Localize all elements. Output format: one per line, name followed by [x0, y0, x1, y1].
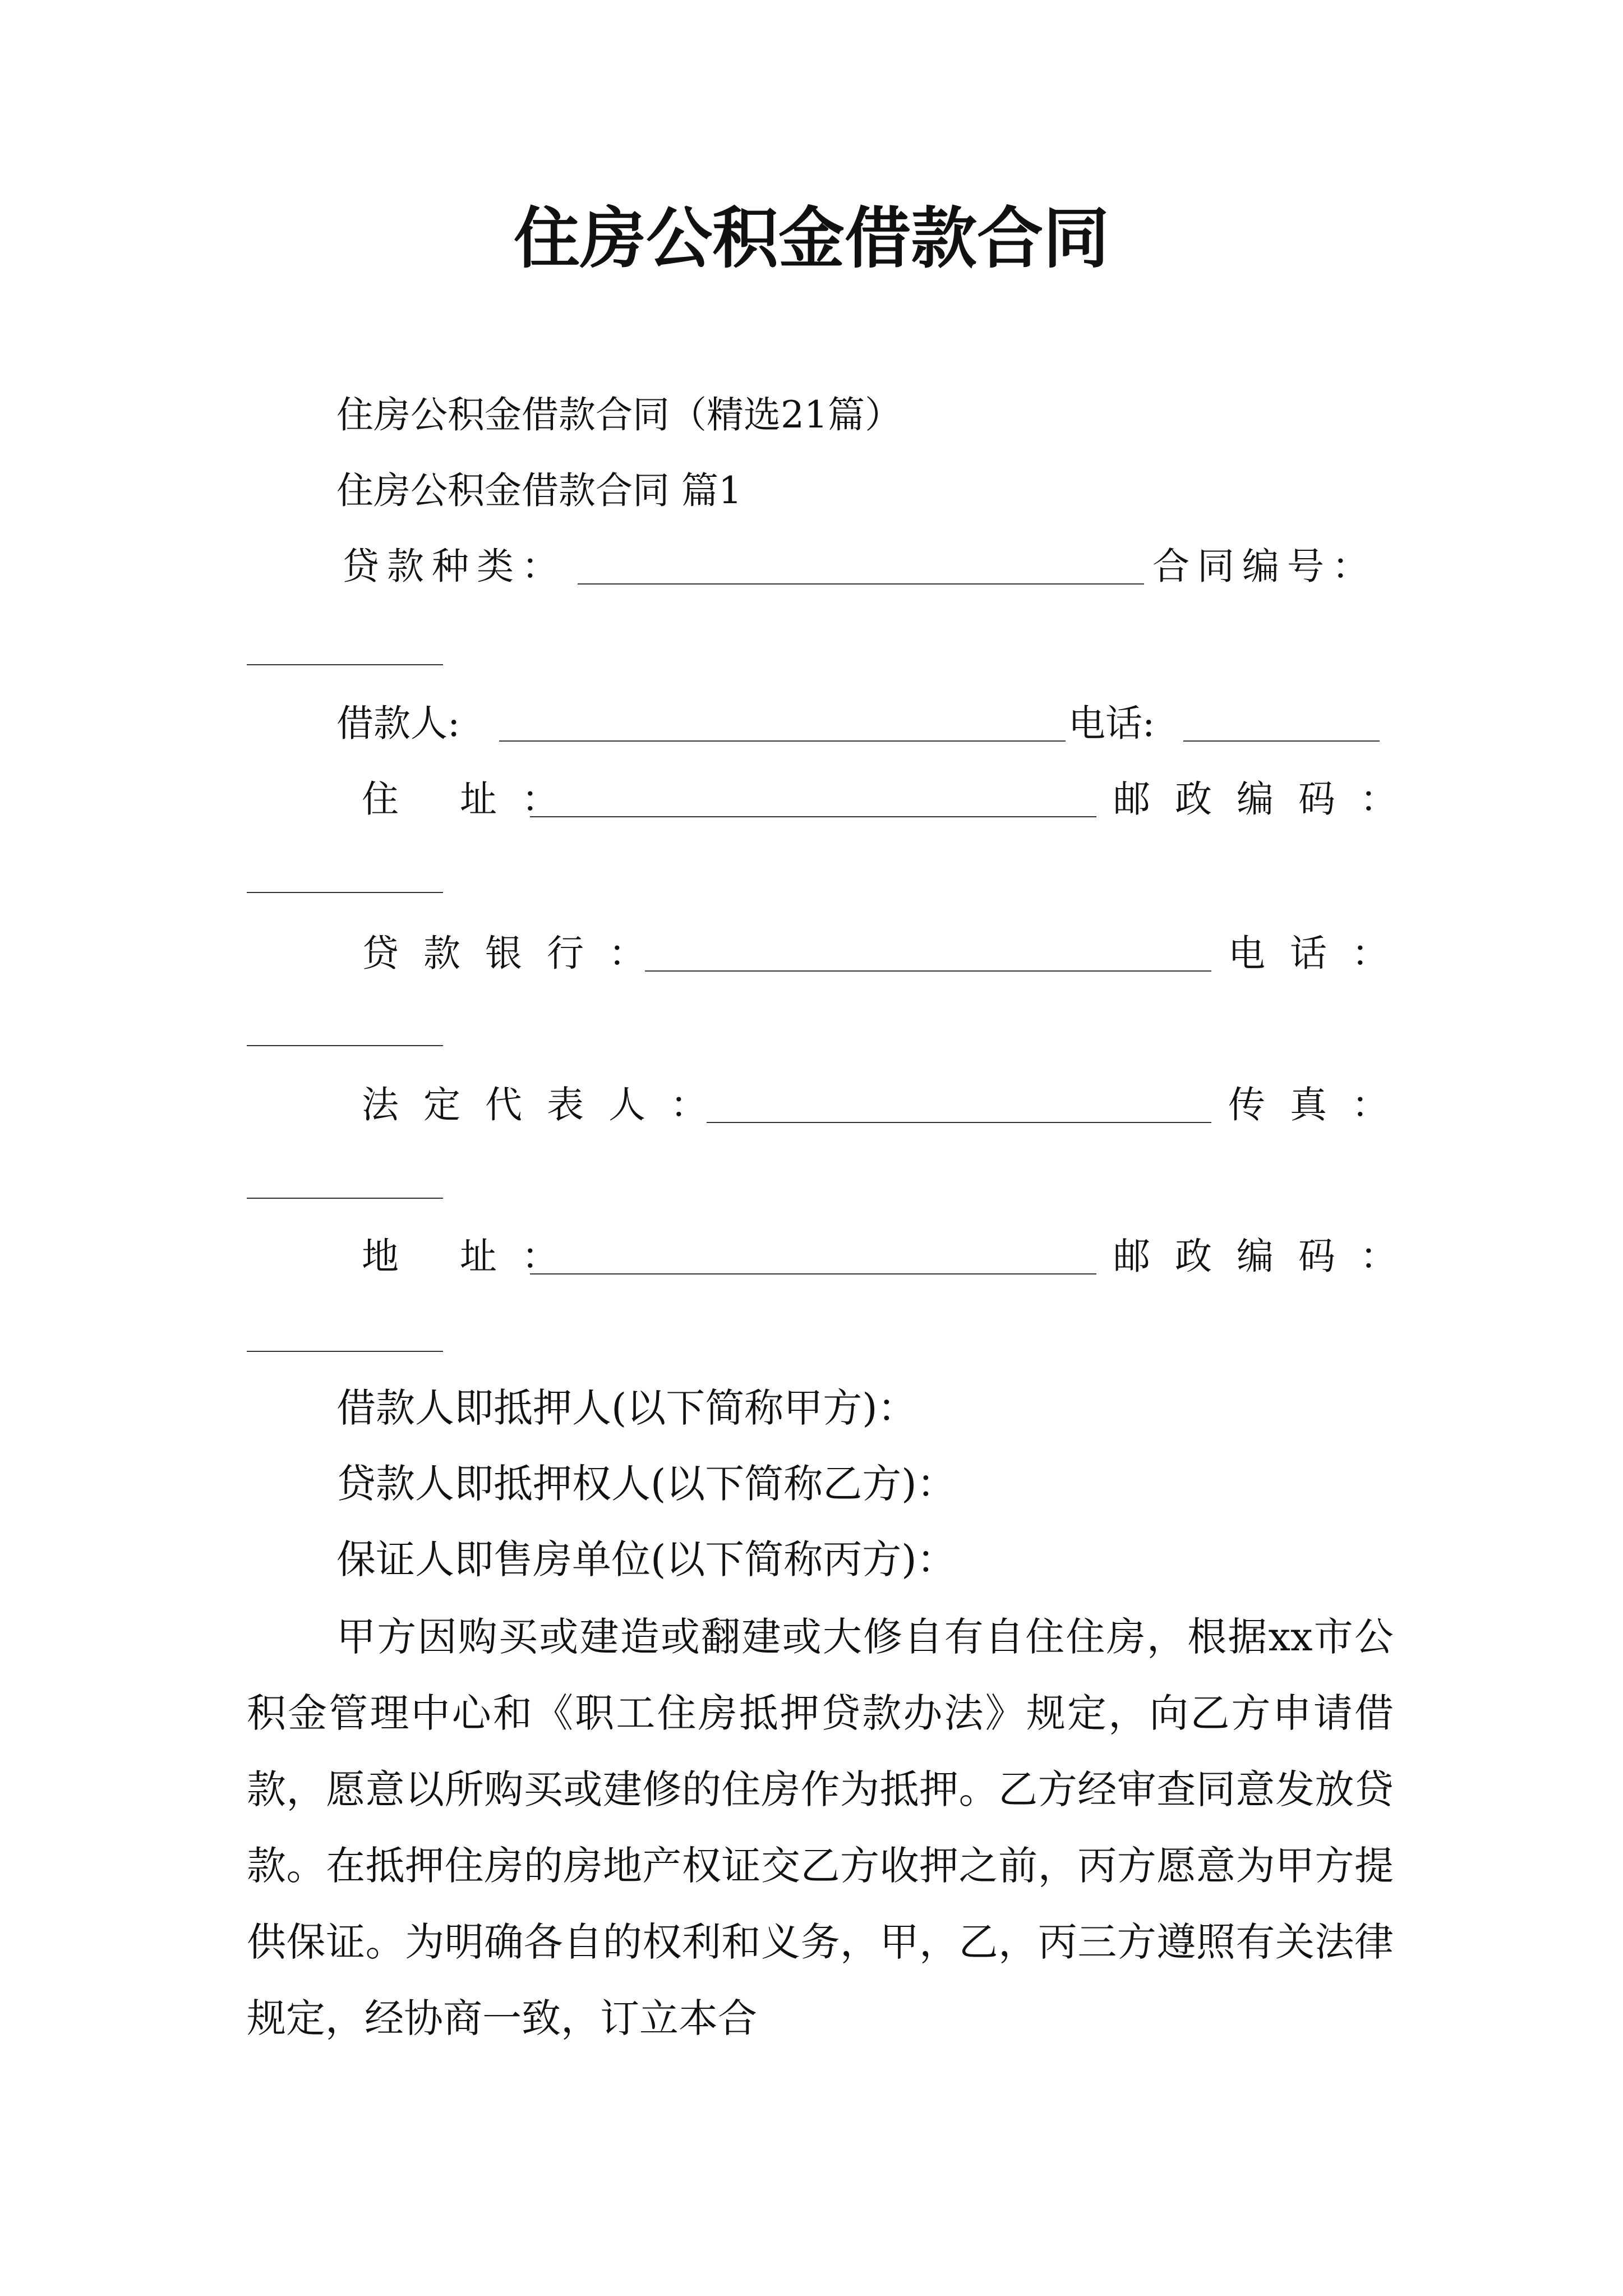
- bank-phone-label: 电话：: [1228, 932, 1413, 975]
- lender-bank-label: 贷款银行：: [362, 932, 670, 975]
- address-label: 住 址：: [362, 777, 583, 821]
- borrower-phone-label: 电话:: [1068, 702, 1155, 745]
- borrower-phone-blank[interactable]: [1183, 740, 1380, 742]
- postcode-blank-1[interactable]: [247, 892, 443, 893]
- borrower-label: 借款人:: [336, 702, 460, 745]
- postcode-label-1: 邮政编码：: [1113, 777, 1422, 821]
- fax-label: 传真：: [1228, 1083, 1413, 1126]
- legal-rep-label: 法定代表人：: [362, 1083, 732, 1126]
- subtitle: 住房公积金借款合同（精选21篇）: [336, 393, 902, 436]
- fax-blank[interactable]: [247, 1198, 443, 1199]
- loan-type-blank[interactable]: [578, 583, 1144, 585]
- address-blank[interactable]: [530, 816, 1096, 817]
- postcode-blank-2[interactable]: [247, 1351, 443, 1352]
- document-title: 住房公积金借款合同: [513, 199, 1109, 277]
- body-paragraph: 甲方因购买或建造或翻建或大修自有自住住房，根据xx市公积金管理中心和《职工住房抵押贷款办法》规定，向乙方申请借款，愿意以所购买或建修的住房作为抵押。乙方经审查同意发放贷款。在抵押住房的房地产权证交乙方收押之前，丙方愿意为甲方提供保证。为明确各自的权利和义务，甲，乙，丙三方遵照有关法律规定，经协商一致，订立本合: [247, 1614, 1394, 2041]
- party-a: 借款人即抵押人(以下简称甲方)：: [336, 1385, 917, 1431]
- address-blank-2[interactable]: [530, 1273, 1096, 1274]
- lender-bank-blank[interactable]: [645, 970, 1211, 972]
- contract-no-label: 合同编号：: [1152, 545, 1377, 588]
- party-b: 贷款人即抵押权人(以下简称乙方)：: [336, 1461, 956, 1507]
- address-label-2: 地 址：: [362, 1235, 583, 1278]
- postcode-label-2: 邮政编码：: [1113, 1235, 1422, 1278]
- borrower-blank[interactable]: [499, 740, 1066, 742]
- legal-rep-blank[interactable]: [707, 1122, 1211, 1123]
- contract-no-blank[interactable]: [247, 664, 443, 665]
- party-c: 保证人即售房单位(以下简称丙方)：: [336, 1536, 956, 1582]
- article-heading: 住房公积金借款合同 篇1: [336, 469, 742, 512]
- bank-phone-blank[interactable]: [247, 1045, 443, 1046]
- loan-type-label: 贷款种类：: [342, 545, 566, 588]
